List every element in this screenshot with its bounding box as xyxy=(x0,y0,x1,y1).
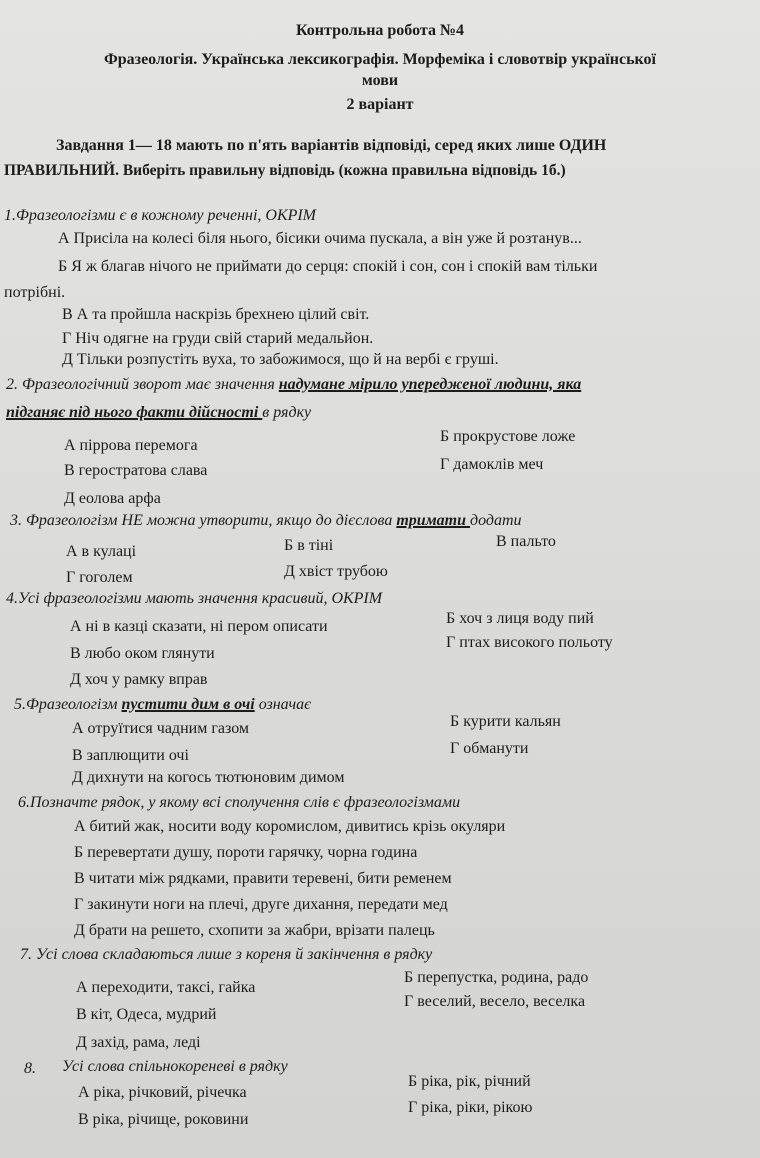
question-2-option-d: Д еолова арфа xyxy=(64,490,161,507)
question-8-prompt: Усі слова спільнокореневі в рядку xyxy=(62,1058,288,1075)
question-2-prompt-line2 xyxy=(6,404,311,422)
question-2-option-a: А піррова перемога xyxy=(64,437,198,454)
question-2-option-b: Б прокрустове ложе xyxy=(440,428,576,445)
variant-label: 2 варіант xyxy=(346,96,414,113)
question-3-option-b: Б в тіні xyxy=(284,537,334,554)
question-2-prompt-pre: 2. Фразеологічний зворот має значення xyxy=(6,376,279,393)
instruction-line1: Завдання 1— 18 мають по п'ять варіантів відповіді, серед яких лише ОДИН xyxy=(56,137,607,154)
question-5-option-b: Б курити кальян xyxy=(450,713,561,730)
question-5-option-v: В заплющити очі xyxy=(72,747,189,764)
question-4-option-b: Б хоч з лиця воду пий xyxy=(446,610,594,627)
question-8-option-g: Г ріка, ріки, рікою xyxy=(408,1099,533,1116)
question-2-prompt xyxy=(6,376,581,394)
question-1-option-b: Б Я ж благав нічого не приймати до серця: спокій і сон, сон і спокій вам тільки xyxy=(58,258,598,275)
question-8-option-b: Б ріка, рік, річний xyxy=(408,1073,531,1090)
question-3-option-a: А в кулаці xyxy=(66,543,137,560)
instruction-line2: ПРАВИЛЬНИЙ. Виберіть правильну відповідь (кожна правильна відповідь 1б.) xyxy=(4,162,566,179)
question-7-option-v: В кіт, Одеса, мудрий xyxy=(76,1006,217,1023)
question-1-prompt: 1.Фразеологізми є в кожному реченні, ОКРІМ xyxy=(4,207,316,224)
question-5-prompt-post: означає xyxy=(254,696,312,713)
question-1-option-d: Д Тільки розпустіть вуха, то забожимося, що й на вербі є груші. xyxy=(62,351,499,368)
question-1-option-v: В А та пройшла наскрізь брехнею цілий світ. xyxy=(62,306,370,323)
question-1-option-b-cont: потрібні. xyxy=(4,284,66,301)
question-5-option-g: Г обманути xyxy=(450,740,529,757)
question-6-option-b: Б перевертати душу, пороти гарячку, чорна година xyxy=(74,844,418,861)
question-5-prompt xyxy=(14,696,311,714)
question-7-option-g: Г веселий, весело, веселка xyxy=(404,993,586,1010)
question-2-prompt-emphasis-1: надумане мірило упередженої людини, яка xyxy=(278,376,582,393)
question-3-prompt xyxy=(10,512,522,530)
question-2-option-v: В геростратова слава xyxy=(64,462,208,479)
question-6-option-d: Д брати на решето, схопити за жабри, врізати палець xyxy=(74,922,435,939)
question-6-option-v: В читати між рядками, правити теревені, бити ременем xyxy=(74,870,452,887)
question-4-option-a: А ні в казці сказати, ні пером описати xyxy=(70,618,328,635)
question-3-prompt-emphasis: тримати xyxy=(396,512,470,529)
question-5-option-a: А отруїтися чадним газом xyxy=(72,720,250,737)
question-3-option-v: В пальто xyxy=(496,533,556,550)
question-8-option-v: В ріка, річище, роковини xyxy=(78,1111,249,1128)
question-2-prompt-emphasis-2: підганяє під нього факти дійсності xyxy=(6,404,263,421)
question-4-option-d: Д хоч у рамку вправ xyxy=(70,671,208,688)
question-5-option-d: Д дихнути на когось тютюновим димом xyxy=(72,769,345,786)
page-title: Контрольна робота №4 xyxy=(295,22,465,39)
question-7-prompt: 7. Усі слова складаються лише з кореня й закінчення в рядку xyxy=(20,946,433,963)
question-4-option-v: В любо оком глянути xyxy=(70,645,215,662)
question-7-option-d: Д захід, рама, леді xyxy=(76,1034,201,1051)
question-5-prompt-pre: 5.Фразеологізм xyxy=(14,696,122,713)
question-8-number: 8. xyxy=(24,1060,36,1077)
question-2-option-g: Г дамоклів меч xyxy=(440,456,544,473)
question-4-option-g: Г птах високого польоту xyxy=(446,634,613,651)
question-3-prompt-pre: 3. Фразеологізм НЕ можна утворити, якщо до дієслова xyxy=(10,512,397,529)
question-6-option-a: А битий жак, носити воду коромислом, дивитись крізь окуляри xyxy=(74,818,506,835)
question-8-option-a: А ріка, річковий, річечка xyxy=(78,1084,247,1101)
question-3-option-g: Г гоголем xyxy=(66,569,133,586)
question-1-option-g: Г Ніч одягне на груди свій старий медальйон. xyxy=(62,330,374,347)
question-3-option-d: Д хвіст трубою xyxy=(284,563,388,580)
question-2-prompt-post: в рядку xyxy=(262,404,312,421)
subtitle-line2: мови xyxy=(361,72,399,89)
question-1-option-a: А Присіла на колесі біля нього, бісики очима пускала, а він уже й розтанув... xyxy=(58,230,582,247)
question-5-prompt-emphasis: пустити дим в очі xyxy=(121,696,255,713)
question-3-prompt-post: додати xyxy=(470,512,522,529)
question-6-option-g: Г закинути ноги на плечі, друге дихання, передати мед xyxy=(74,896,448,913)
question-4-prompt: 4.Усі фразеологізми мають значення красивий, ОКРІМ xyxy=(6,590,383,607)
subtitle-line1: Фразеологія. Українська лексикографія. Морфеміка і словотвір української xyxy=(104,51,656,68)
question-6-prompt: 6.Позначте рядок, у якому всі сполучення слів є фразеологізмами xyxy=(18,794,461,811)
question-7-option-b: Б перепустка, родина, радо xyxy=(404,969,589,986)
question-7-option-a: А переходити, таксі, гайка xyxy=(76,979,256,996)
